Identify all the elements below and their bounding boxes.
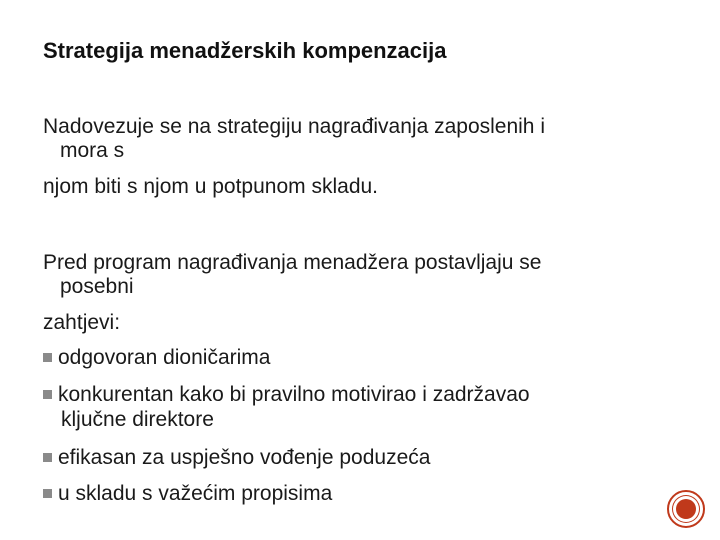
bullet-text: odgovoran dioničarima [58, 346, 271, 369]
paragraph-2-line-2: posebni [60, 275, 134, 298]
bullet-text: u skladu s važećim propisima [58, 482, 333, 505]
bullet-item [43, 484, 332, 504]
paragraph-1-line-1: Nadovezuje se na strategiju nagrađivanja zaposlenih i [43, 115, 545, 138]
bullet-text: efikasan za uspješno vođenje poduzeća [58, 446, 431, 469]
bullet-text-continuation: ključne direktore [61, 408, 214, 431]
bullet-item [43, 448, 430, 468]
bullet-item [43, 385, 530, 405]
square-bullet-icon [43, 353, 52, 362]
paragraph-1-line-3: njom biti s njom u potpunom skladu. [43, 175, 379, 198]
bullet-text: konkurentan kako bi pravilno motivirao i zadržavao [58, 383, 530, 406]
square-bullet-icon [43, 453, 52, 462]
square-bullet-icon [43, 489, 52, 498]
nav-circle-button[interactable] [667, 490, 705, 528]
square-bullet-icon [43, 390, 52, 399]
paragraph-2-line-1: Pred program nagrađivanja menadžera postavljaju se [43, 251, 542, 274]
bullet-item [43, 348, 270, 368]
paragraph-2-line-3: zahtjevi: [43, 311, 121, 334]
circle-button-icon [673, 496, 699, 522]
paragraph-1-line-2: mora s [60, 139, 125, 162]
slide-title: Strategija menadžerskih kompenzacija [43, 38, 447, 63]
